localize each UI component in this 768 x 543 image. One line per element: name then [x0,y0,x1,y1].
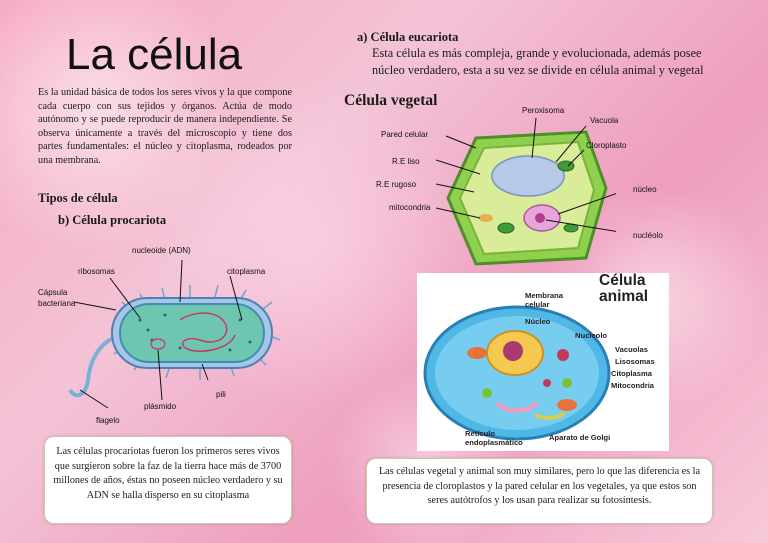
label-membrana-2: celular [525,300,550,309]
procariota-info-box: Las células procariotas fueron los primeros seres vivos que surgieron sobre la faz de la tierra hace más de 3700 millones de años, éstas no poseen núcleo verdadero y su ADN se halla disperso en su citoplasma [44,436,292,524]
label-nucleolo-animal: Nucleolo [575,331,608,340]
label-reticulo-2: endoplasmático [465,438,523,447]
nucleolus-shape [535,213,545,223]
label-golgi: Aparato de Golgi [549,433,611,442]
label-nucleoide: nucleoide (ADN) [132,246,191,255]
label-capsula-2: bacteriana [38,299,76,308]
cytoplasm-shape [120,304,264,362]
label-pili: pili [216,390,226,399]
animal-title-1: Célula [599,272,646,289]
label-flagelo: flagelo [96,416,120,425]
label-citoplasma-animal: Citoplasma [611,369,652,378]
label-re-liso: R.E liso [392,157,420,166]
label-pared-celular: Pared celular [381,130,429,139]
label-lisosomas: Lisosomas [615,357,655,366]
eucariota-text: Esta célula es más compleja, grande y evolucionada, además posee núcleo verdadero, esta a su vez se divide en célula animal y vegetal [372,46,704,77]
vacuole-shape [492,156,564,196]
animal-cell-illustration [417,283,617,448]
label-nucleo-vegetal: núcleo [633,185,657,194]
tipos-heading: Tipos de célula [38,191,118,205]
animal-nucleolus-shape [503,341,523,361]
label-cloroplasto: Cloroplasto [586,141,627,150]
label-vacuolas: Vacuolas [615,345,648,354]
label-plasmido: plásmido [144,402,177,411]
label-capsula-1: Cápsula [38,288,68,297]
animal-cell-panel [417,273,669,451]
label-membrana-1: Membrana [525,291,563,300]
label-ribosomas: ribosomas [78,267,115,276]
label-reticulo-1: Retículo [465,429,495,438]
label-mitocondria-vegetal: mitocondria [389,203,431,212]
label-mitocondria-animal: Mitocondria [611,381,655,390]
label-re-rugoso: R.E rugoso [376,180,417,189]
label-nucleolo-vegetal: nucléolo [633,231,663,240]
vegetal-heading: Célula vegetal [344,92,438,109]
label-citoplasma: citoplasma [227,267,266,276]
label-nucleo-animal: Núcleo [525,317,551,326]
mitochondria-shape [479,214,493,222]
procariota-heading: b) Célula procariota [58,213,167,227]
animal-mitochondria-shape [467,347,487,359]
eucariota-heading: a) Célula eucariota [357,30,459,44]
intro-paragraph: Es la unidad básica de todos los seres vivos y la que compone cada cuerpo con sus tejidos y órganos. Actúa de modo autónomo y se puede reproducir de manera independiente. Se observa únicamente a través del microscopio y tiene dos partes fundamentales: el núcleo y citoplasma, rodeados por una membrana. [38,87,292,166]
label-vacuola: Vacuola [590,116,619,125]
comparison-info-box: Las células vegetal y animal son muy similares, pero lo que las diferencia es la presencia de cloroplastos y la pared celular en los vegetales, ya que estos son seres autótrofos y los usan para realizar su fotosíntesis. [366,458,713,524]
label-peroxisoma: Peroxisoma [522,106,565,115]
page-title: La célula [66,30,243,79]
animal-title-2: animal [599,288,649,305]
